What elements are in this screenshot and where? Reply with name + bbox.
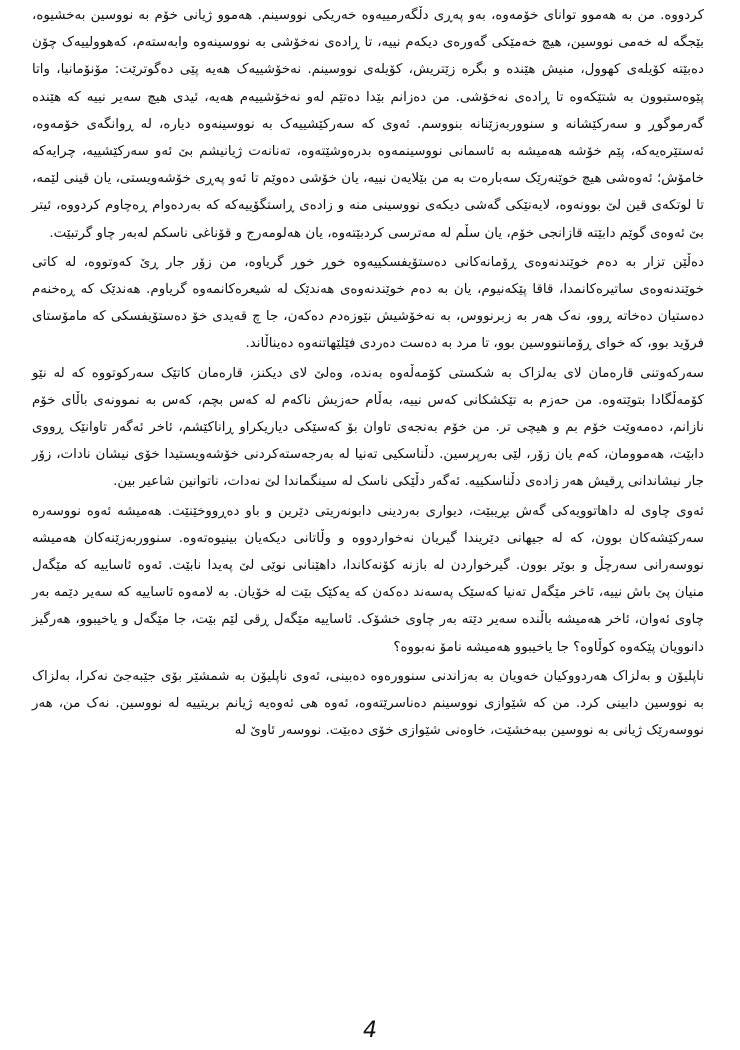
paragraph-2: دەڵێن تزار بە دەم خوێندنەوەی ڕۆمانەکانی دەستۆیفسکییەوە خوڕ خوڕ گریاوە، من زۆر جار ڕێ کەوتووە، لە کاتی خوێندنەوەی ساتیرەکانمدا، قاقا پێکەنیوم، یان بە دەم خوێندنەوەی هەندێک لە شیعرەکانمەوە گریاوم. هەندێک کە ڕەخنەم دەستیان دەخاتە ڕوو، نەک هەر بە زبرنووس، بە نەخۆشیش نێوزەدم دەکەن، جا چ قەیدی خۆ دەستۆیفسکی کە مامۆستای فرۆید بوو، کە خوای ڕۆماننووسین بوو، تا مرد بە دەست دەردی فێلێهاتنەوە دەیناڵاند. [32, 254, 704, 352]
document-body [32, 2, 704, 746]
paragraph-3: سەرکەوتنی قارەمان لای بەلزاک بە شکستی کۆمەڵەوە بەندە، وەلێ لای دیکنز، قارەمان کاتێک سەرکوتووە کە لە نێو کۆمەڵگادا بتوێتەوە. من حەزم بە تێکشکانی کەس نییە، بەڵام حەزیش ناکەم لە کەس بچم، کەس بە نموونەی باڵای خۆم نازانم، دەمەوێت خۆم بم و هیچی تر. من خۆم بەنجەی تاوان بۆ کەسێکی دیاریکراو ڕاناکێشم، ئاخر ئەگەر تاوانێک ڕووی دابێت، هەموومان، کەم یان زۆر، لێی بەرپرسین. دڵناسکیی تەنیا لە بەرجەستەکردنی خۆشەویستیدا خۆی نیشان نادات، زۆر جار نیشاندانی ڕقیش هەر زادەی دڵناسکییە. ئەگەر دڵێکی ناسک لە سینگماندا لێ نەدات، ناتوانین شاعیر بین. [32, 365, 704, 490]
paragraph-5: ناپلیۆن و بەلزاک هەردووکیان خەویان بە بەزاندنی سنوورەوە دەبینی، ئەوی ناپلیۆن بە شمشێر بۆی جێبەجێ نەکرا، بەلزاک بە نووسین دابینی کرد. من کە شێوازی نووسینم دەناسرێتەوە، ئەوە هی ئەوەیە ژیانم بریتییە لە نووسین. نەک من، هەر نووسەرێک ژیانی بە نووسین ببەخشێت، خاوەنی شێوازی خۆی دەبێت. نووسەر ئاوێ لە [32, 668, 704, 739]
page-number: 4 [363, 1018, 377, 1043]
paragraph-1: کردووە. من بە هەموو توانای خۆمەوە، بەو پەڕی دڵگەرمییەوە خەریکی نووسینم. هەموو ژیانی خۆم بە نووسین بەخشیوە، بێجگە لە خەمی نووسین، هیچ خەمێکی گەورەی دیکەم نییە، تا ڕادەی نەخۆشی بە نووسینەوە وابەستەم، کەهوولییەک چۆن دەبێتە کۆیلەی کهوول، منیش هێندە و بگرە زێتریش، کۆیلەی نووسینم. نەخۆشییەک هەیە پێی دەگوترێت: مۆنۆمانیا، واتا پێوەستبوون بە شتێکەوە تا ڕادەی نەخۆشی. من دەزانم بێدا دەتێم لەو نەخۆشییەم هەیە، ئیدی هیچ سەیر نییە کە هێندە گەرموگوڕ و سەرکێشانە و سنووربەزێنانە بنووسم. ئەوی کە سەرکێشییەک بە نووسینەوە دیارە، لە ڕوانگەی خۆمەوە، ئەستێرەیەکە، پێم خۆشە هەمیشە بە ئاسمانی نووسینمەوە بدرەوشێتەوە، تەنانەت ژیانیشم بێ ئەو سەرکێشییە، چرایەکە خامۆش؛ ئەوەشی هیچ خوێنەرێک سەبارەت بە من بێلایەن نییە، یان خۆشی دەوێم تا ئەو پەڕی خۆشەویستی، یان قینی لێمە، تا لوتکەی قین لێ بوونەوە، لایەنێکی گەشی دیکەی نووسینی منە و زادەی ڕاستگۆییەکە کە بەردەوام ڕەچاوم کردووە، ئیتر بێ ئەوەی گوێم دابێتە قازانجی خۆم، یان سڵم لە مەترسی کردبێتەوە، یان هەلومەرج و قۆناغی ناسکم لەبەر چاو گرتبێت. [32, 8, 704, 241]
paragraph-4: ئەوی چاوی لە داهاتوویەکی گەش بڕیبێت، دیواری بەردینی دابونەریتی دێرین و باو دەڕووخێنێت. هەمیشە ئەوە نووسەرە سەرکێشەکان بوون، کە لە جیهانی دێریندا گیریان نەخواردووە و وڵاتانی دیکەیان بینیوەتەوە. سنووربەزێنەکان هەمیشە نووسەرانی سەرچڵ و بوێر بوون. گیرخواردن لە بازنە کۆنەکاندا، داهێنانی نوێی لێ پەیدا نابێت. ئەوە ئاساییە کە مێگەل منیان پێ باش نییە، ئاخر مێگەل تەنیا کەسێک پەسەند دەکەن کە یەکێک بێت لە خۆیان. بە لامەوە ئاساییە کە سەیر دێمە بەر چاوی ئەوان، ئاخر هەمیشە باڵندە سەیر دێتە بەر چاوی خشۆک. ئاساییە مێگەل ڕقی لێم بێت، جا مێگەل و یاخیبوو، هەرگیز دانوویان پێکەوە کوڵاوە؟ جا یاخیبوو هەمیشە نامۆ نەبووە؟ [32, 503, 704, 655]
